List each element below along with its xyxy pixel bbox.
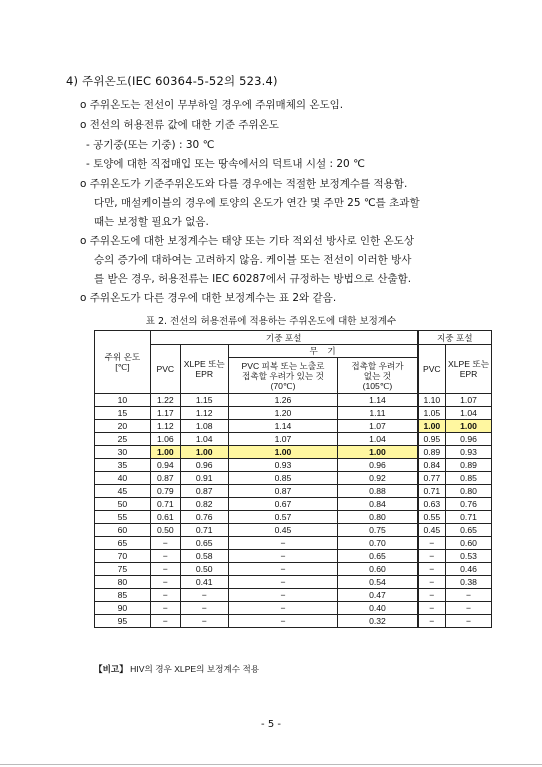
cell-air-pvc: 1.22 — [150, 394, 180, 407]
bullet-correction-needed — [80, 175, 500, 232]
cell-mineral-bare: 0.84 — [338, 498, 418, 511]
cell-air-pvc: − — [150, 537, 180, 550]
table-row — [95, 602, 492, 615]
cell-temp: 80 — [95, 576, 151, 589]
cell-ground-pvc: − — [418, 589, 446, 602]
cell-ground-pvc: 0.45 — [418, 524, 446, 537]
bullet-table-reference — [80, 289, 500, 308]
cell-ground-xlpe: 0.60 — [446, 537, 492, 550]
table-row — [95, 576, 492, 589]
cell-mineral-bare: 0.80 — [338, 511, 418, 524]
header-air-installation: 기중 포설 — [150, 331, 417, 345]
section-heading: 4) 주위온도(IEC 60364-5-52의 523.4) — [66, 74, 278, 88]
cell-temp: 95 — [95, 615, 151, 628]
cell-temp: 75 — [95, 563, 151, 576]
cell-air-xlpe: 0.41 — [180, 576, 228, 589]
cell-ground-pvc: 0.95 — [418, 433, 446, 446]
cell-ground-pvc: − — [418, 576, 446, 589]
cell-air-pvc: − — [150, 589, 180, 602]
cell-mineral-bare: 0.88 — [338, 485, 418, 498]
page-number: - 5 - — [261, 719, 281, 730]
cell-mineral-pvc: 1.26 — [228, 394, 338, 407]
cell-air-xlpe: − — [180, 615, 228, 628]
cell-ground-xlpe: − — [446, 615, 492, 628]
cell-ground-xlpe: 0.46 — [446, 563, 492, 576]
cell-ground-xlpe: 0.93 — [446, 446, 492, 459]
bullet-marker: o — [80, 292, 87, 304]
cell-temp: 55 — [95, 511, 151, 524]
cell-temp: 25 — [95, 433, 151, 446]
cell-mineral-pvc: 1.07 — [228, 433, 338, 446]
cell-air-pvc: 0.61 — [150, 511, 180, 524]
cell-air-pvc: 1.06 — [150, 433, 180, 446]
cell-ground-pvc: 0.77 — [418, 472, 446, 485]
cell-temp: 50 — [95, 498, 151, 511]
dash-air-temp: - 공기중(또는 기중) : 30 ℃ — [86, 139, 215, 151]
cell-mineral-bare: 1.14 — [338, 394, 418, 407]
dash-ground-temp: - 토양에 대한 직접매입 또는 땅속에서의 덕트내 시설 : 20 ℃ — [86, 158, 365, 170]
cell-air-pvc: 0.71 — [150, 498, 180, 511]
table-row — [95, 589, 492, 602]
cell-air-xlpe: 0.65 — [180, 537, 228, 550]
cell-mineral-bare: 0.54 — [338, 576, 418, 589]
cell-air-xlpe: 0.71 — [180, 524, 228, 537]
table-row — [95, 459, 492, 472]
cell-mineral-pvc: 0.85 — [228, 472, 338, 485]
cell-air-xlpe: 0.91 — [180, 472, 228, 485]
cell-mineral-pvc: − — [228, 602, 338, 615]
table-row — [95, 524, 492, 537]
cell-mineral-bare: 0.47 — [338, 589, 418, 602]
table-row — [95, 511, 492, 524]
cell-temp: 20 — [95, 420, 151, 433]
cell-air-xlpe: − — [180, 602, 228, 615]
bullet-marker: o — [80, 235, 87, 247]
bullet-ambient-definition — [80, 96, 500, 115]
cell-ground-xlpe: 0.53 — [446, 550, 492, 563]
cell-mineral-pvc: 0.93 — [228, 459, 338, 472]
cell-temp: 85 — [95, 589, 151, 602]
cell-ground-pvc: − — [418, 602, 446, 615]
cell-ground-xlpe: 0.80 — [446, 485, 492, 498]
cell-air-xlpe: 0.58 — [180, 550, 228, 563]
cell-ground-pvc: 1.10 — [418, 394, 446, 407]
cell-mineral-bare: 0.65 — [338, 550, 418, 563]
cell-mineral-pvc: − — [228, 589, 338, 602]
cell-air-xlpe: − — [180, 589, 228, 602]
cell-mineral-pvc: 0.57 — [228, 511, 338, 524]
cell-mineral-bare: 0.96 — [338, 459, 418, 472]
cell-air-pvc: 1.12 — [150, 420, 180, 433]
cell-ground-pvc: 0.89 — [418, 446, 446, 459]
header-ground-pvc: PVC — [418, 345, 446, 394]
cell-mineral-bare: 1.04 — [338, 433, 418, 446]
cell-mineral-pvc: − — [228, 576, 338, 589]
note-label: 【비고】 — [94, 664, 128, 674]
cell-ground-pvc: − — [418, 537, 446, 550]
table-row — [95, 446, 492, 459]
cell-ground-xlpe: 0.38 — [446, 576, 492, 589]
bullet-marker: o — [80, 178, 87, 190]
cell-mineral-bare: 0.92 — [338, 472, 418, 485]
cell-air-pvc: 0.79 — [150, 485, 180, 498]
bullet-marker: o — [80, 99, 87, 111]
cell-mineral-bare: 0.75 — [338, 524, 418, 537]
table-row — [95, 615, 492, 628]
cell-air-pvc: − — [150, 602, 180, 615]
cell-air-pvc: 0.94 — [150, 459, 180, 472]
cell-temp: 10 — [95, 394, 151, 407]
cell-air-xlpe: 0.96 — [180, 459, 228, 472]
bullet-text: 를 받은 경우, 허용전류는 IEC 60287에서 규정하는 방법으로 산출함. — [94, 273, 412, 285]
header-ambient-temp: 주위 온도 [℃] — [95, 331, 151, 394]
bullet-text: 승의 증가에 대하여는 고려하지 않음. 케이블 또는 전선이 이러한 방사 — [94, 254, 412, 266]
header-pvc: PVC — [150, 345, 180, 394]
bullet-text: 주위온도가 다른 경우에 대한 보정계수는 표 2와 같음. — [89, 292, 337, 304]
cell-temp: 40 — [95, 472, 151, 485]
cell-ground-pvc: 0.63 — [418, 498, 446, 511]
cell-ground-pvc: 0.84 — [418, 459, 446, 472]
cell-ground-xlpe: 0.65 — [446, 524, 492, 537]
cell-air-xlpe: 1.04 — [180, 433, 228, 446]
cell-ground-pvc: − — [418, 550, 446, 563]
cell-mineral-pvc: 1.14 — [228, 420, 338, 433]
cell-mineral-bare: 0.60 — [338, 563, 418, 576]
header-ground-xlpe: XLPE 또는 EPR — [446, 345, 492, 394]
cell-mineral-pvc: 1.20 — [228, 407, 338, 420]
cell-ground-pvc: − — [418, 615, 446, 628]
table-row — [95, 394, 492, 407]
cell-mineral-bare: 1.07 — [338, 420, 418, 433]
cell-mineral-bare: 1.00 — [338, 446, 418, 459]
cell-ground-xlpe: 0.89 — [446, 459, 492, 472]
cell-air-xlpe: 0.87 — [180, 485, 228, 498]
cell-ground-pvc: 0.55 — [418, 511, 446, 524]
cell-air-pvc: − — [150, 615, 180, 628]
cell-mineral-bare: 0.40 — [338, 602, 418, 615]
cell-temp: 90 — [95, 602, 151, 615]
table-row — [95, 537, 492, 550]
table-caption: 표 2. 전선의 허용전류에 적용하는 주위온도에 대한 보정계수 — [145, 316, 397, 327]
cell-ground-xlpe: 1.04 — [446, 407, 492, 420]
cell-ground-xlpe: − — [446, 602, 492, 615]
cell-air-pvc: − — [150, 563, 180, 576]
table-row — [95, 472, 492, 485]
bullet-text: 주위온도가 기준주위온도와 다를 경우에는 적절한 보정계수를 적용함. — [89, 178, 408, 190]
page-bottom-rule — [0, 764, 542, 765]
cell-ground-xlpe: 0.96 — [446, 433, 492, 446]
cell-mineral-pvc: − — [228, 563, 338, 576]
cell-air-xlpe: 1.08 — [180, 420, 228, 433]
header-mineral-bare: 접촉할 우려가 없는 것 (105℃) — [338, 358, 418, 394]
cell-ground-pvc: 1.00 — [418, 420, 446, 433]
cell-mineral-bare: 0.32 — [338, 615, 418, 628]
table-row — [95, 420, 492, 433]
bullet-reference-temp — [80, 116, 500, 135]
header-xlpe: XLPE 또는 EPR — [180, 345, 228, 394]
bullet-text: 다만, 매설케이블의 경우에 토양의 온도가 연간 몇 주만 25 ℃를 초과할 — [94, 197, 420, 209]
cell-air-pvc: 1.00 — [150, 446, 180, 459]
bullet-text: 주위온도에 대한 보정계수는 태양 또는 기타 적외선 방사로 인한 온도상 — [89, 235, 414, 247]
cell-temp: 70 — [95, 550, 151, 563]
cell-air-pvc: 0.87 — [150, 472, 180, 485]
bullet-marker: o — [80, 119, 87, 131]
cell-air-xlpe: 1.15 — [180, 394, 228, 407]
cell-mineral-pvc: − — [228, 615, 338, 628]
cell-ground-xlpe: 0.71 — [446, 511, 492, 524]
table-row — [95, 550, 492, 563]
cell-air-xlpe: 0.82 — [180, 498, 228, 511]
cell-air-pvc: − — [150, 550, 180, 563]
table-row — [95, 498, 492, 511]
note-text: HIV의 경우 XLPE의 보정계수 적용 — [127, 664, 260, 674]
cell-mineral-bare: 1.11 — [338, 407, 418, 420]
cell-air-pvc: − — [150, 576, 180, 589]
cell-air-xlpe: 0.50 — [180, 563, 228, 576]
cell-mineral-pvc: 0.87 — [228, 485, 338, 498]
cell-air-xlpe: 0.76 — [180, 511, 228, 524]
cell-ground-xlpe: 1.00 — [446, 420, 492, 433]
cell-mineral-pvc: − — [228, 537, 338, 550]
cell-air-pvc: 1.17 — [150, 407, 180, 420]
cell-air-xlpe: 1.00 — [180, 446, 228, 459]
table-note — [94, 663, 259, 675]
cell-mineral-pvc: 0.67 — [228, 498, 338, 511]
cell-temp: 60 — [95, 524, 151, 537]
bullet-text: 때는 보정할 필요가 없음. — [94, 216, 209, 228]
cell-air-xlpe: 1.12 — [180, 407, 228, 420]
cell-ground-xlpe: 0.85 — [446, 472, 492, 485]
cell-ground-pvc: 0.71 — [418, 485, 446, 498]
cell-ground-xlpe: − — [446, 589, 492, 602]
cell-mineral-bare: 0.70 — [338, 537, 418, 550]
cell-temp: 35 — [95, 459, 151, 472]
table-row — [95, 485, 492, 498]
table-row — [95, 563, 492, 576]
correction-factor-table — [94, 330, 492, 628]
cell-ground-pvc: − — [418, 563, 446, 576]
cell-ground-xlpe: 0.76 — [446, 498, 492, 511]
bullet-solar-radiation — [80, 232, 500, 289]
header-mineral: 무 기 — [228, 345, 417, 358]
cell-mineral-pvc: − — [228, 550, 338, 563]
cell-ground-pvc: 1.05 — [418, 407, 446, 420]
header-ground-installation: 지중 포설 — [418, 331, 492, 345]
table-row — [95, 433, 492, 446]
cell-temp: 30 — [95, 446, 151, 459]
bullet-text: 주위온도는 전선이 무부하일 경우에 주위매체의 온도임. — [89, 99, 344, 111]
cell-temp: 65 — [95, 537, 151, 550]
cell-temp: 45 — [95, 485, 151, 498]
table-row — [95, 407, 492, 420]
cell-mineral-pvc: 1.00 — [228, 446, 338, 459]
cell-ground-xlpe: 1.07 — [446, 394, 492, 407]
header-mineral-pvc-covered: PVC 피복 또는 노출로 접촉할 우려가 있는 것 (70℃) — [228, 358, 338, 394]
cell-mineral-pvc: 0.45 — [228, 524, 338, 537]
bullet-text: 전선의 허용전류 값에 대한 기준 주위온도 — [89, 119, 279, 131]
cell-temp: 15 — [95, 407, 151, 420]
cell-air-pvc: 0.50 — [150, 524, 180, 537]
